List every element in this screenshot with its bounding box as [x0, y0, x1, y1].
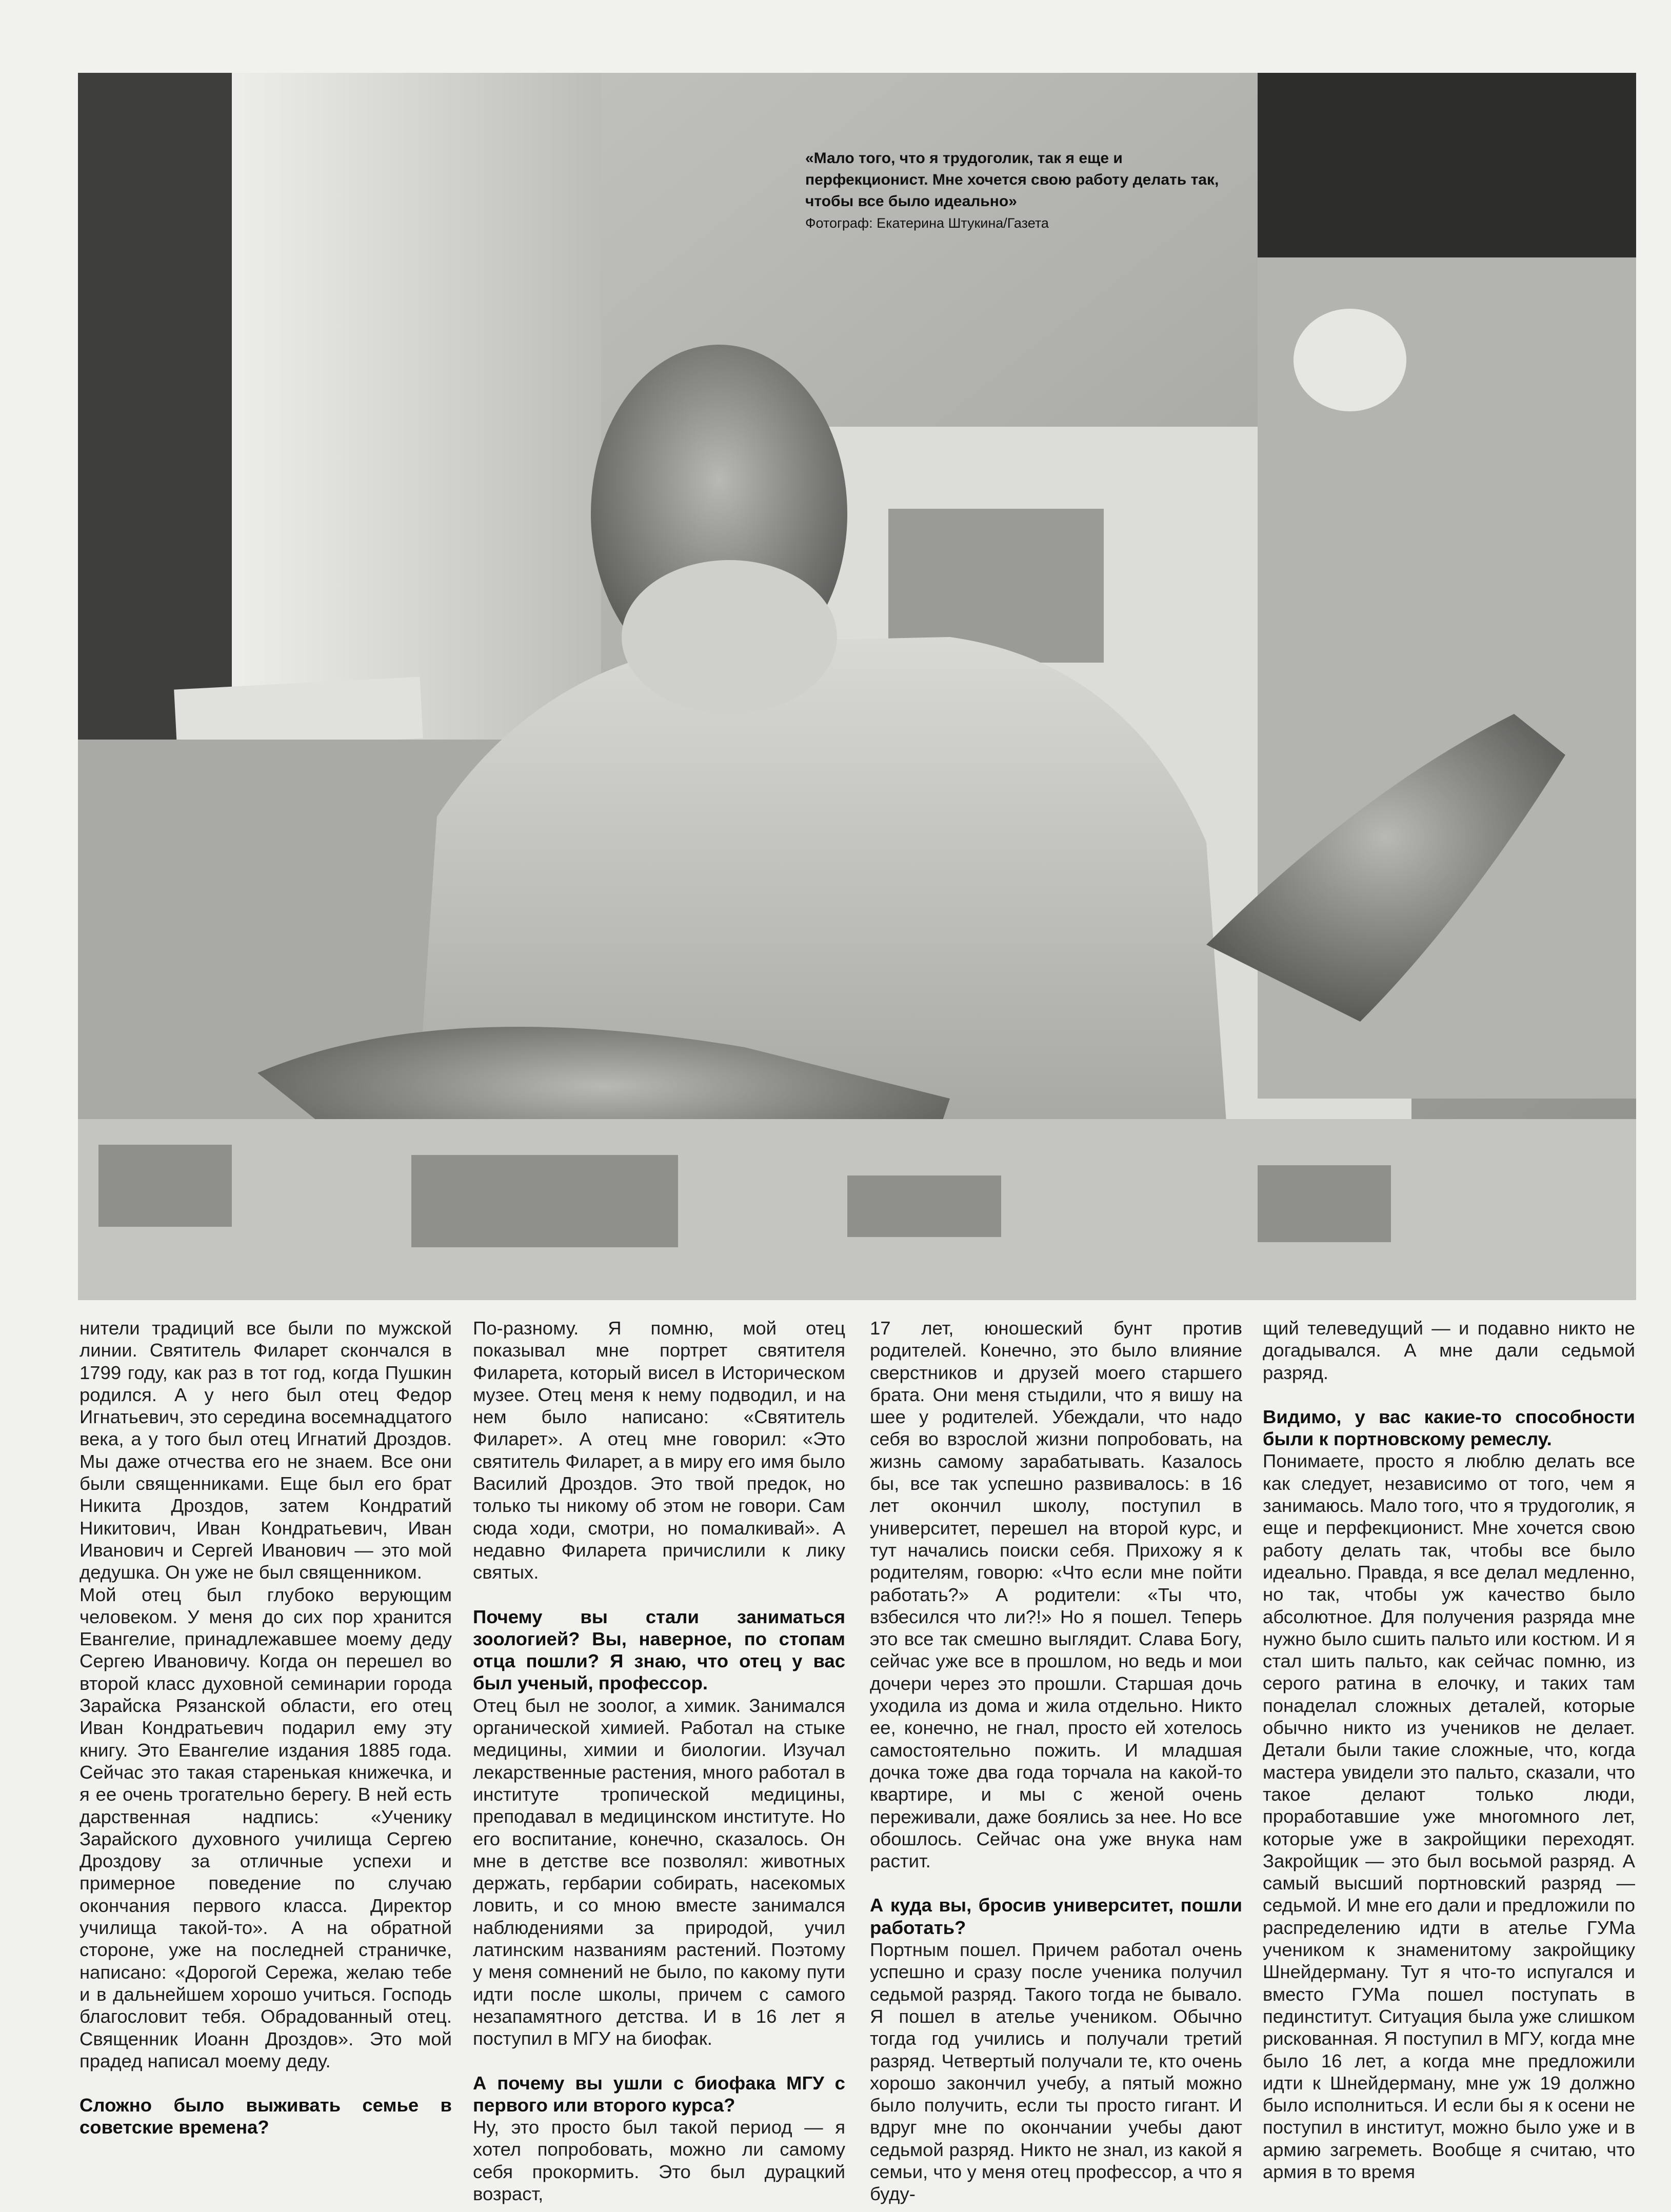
- interview-question: А куда вы, бросив университет, пошли работать?: [870, 1895, 1242, 1938]
- interview-question: Почему вы стали заниматься зоологией? Вы, наверное, по стопам отца пошли? Я знаю, что отец у вас был ученый, профессор.: [473, 1606, 845, 1694]
- article-paragraph: Ну, это просто был такой период — я хотел попробовать, можно ли самому себя прокормить. Это был дурацкий возраст,: [473, 2117, 845, 2204]
- article-paragraph: 17 лет, юношеский бунт против родителей. Конечно, это было влияние сверстников и друзей моего старшего брата. Они меня стыдили, что я вишу на шее у родителей. Убеждали, что надо себя во взрослой жизни попробовать, на жизнь самому зарабатывать. Казалось бы, все так успешно развивалось: в 16 лет окончил школу, поступил в университет, перешел на второй курс, и тут начались поиски себя. Прихожу я к родителям, говорю: «Что если мне пойти работать?» А родители: «Ты что, взбесился что ли?!» Но я пошел. Теперь это все так смешно выглядит. Слава Богу, сейчас уже все в прошлом, но ведь и мои дочери через это прошли. Старшая дочь уходила из дома и жила отдельно. Никто ее, конечно, не гнал, просто ей хотелось самостоятельно пожить. И младшая дочка тоже два года торчала на какой-то квартире, и мы с женой очень переживали, даже боялись за нее. Но все обошлось. Сейчас она уже внука нам растит.: [870, 1318, 1242, 1872]
- article-paragraph: щий телеведущий — и подавно никто не догадывался. А мне дали седьмой разряд.: [1263, 1318, 1635, 1383]
- interview-question: Сложно было выживать семье в советские времена?: [79, 2095, 452, 2138]
- interview-question: Видимо, у вас какие-то способности были к портновскому ремеслу.: [1263, 1406, 1635, 1450]
- article-paragraph: По-разному. Я помню, мой отец показывал мне портрет святителя Филарета, который висел в Историческом музее. Отец меня к нему подводил, и на нем было написано: «Святитель Филарет». А отец мне говорил: «Это святитель Филарет, а в миру его имя было Василий Дроздов. Это твой предок, но только ты никому об этом не говори. Сам сюда ходи, смотри, но помалкивай». А недавно Филарета причислили к лику святых.: [473, 1318, 845, 1583]
- article-paragraph: Понимаете, просто я люблю делать все как следует, независимо от того, чем я занимаюсь. Мало того, что я трудоголик, я еще и перфекционист. Мне хочется свою работу делать так, чтобы все было идеально. Правда, я все делал медленно, но так, чтобы уж качество было абсолютное. Для получения разряда мне нужно было сшить пальто или костюм. И я стал шить пальто, как сейчас помню, из серого ратина в елочку, и таких там понаделал сложных деталей, которые обычно никто из учеников не делает. Детали были такие сложные, что, когда мастера увидели это пальто, сказали, что такое делают только люди, проработавшие уже многомного лет, которые уже в закройщики переходят. Закройщик — это был восьмой разряд. А самый высший портновский разряд — седьмой. И мне его дали и предложили по распределению идти в ателье ГУМа учеником к знаменитому закройщику Шнейдерману. Тут я что-то испугался и вместо ГУМа пошел поступать в пединститут. Ситуация была уже слишком рискованная. Я поступил в МГУ, когда мне было 16 лет, а когда мне предложили идти к Шнейдерману, мне уж 19 должно было исполниться. И если бы я к осени не поступил в институт, можно было уже и в армию загреметь. Вообще я считаю, что армия в то время: [1263, 1450, 1635, 2182]
- article-column-2: [473, 1317, 845, 2204]
- article-column-4: [1263, 1317, 1635, 2204]
- article-column-1: [79, 1317, 452, 2204]
- article-column-3: [870, 1317, 1242, 2204]
- article-paragraph: Портным пошел. Причем работал очень успешно и сразу после ученика получил седьмой разряд. Такого тогда не бывало. Я пошел в ателье учеником. Обычно тогда год учились и получали третий разряд. Четвертый получали те, кто очень хорошо закончил учебу, а пятый можно было получить, если ты просто гигант. И вдруг мне по окончании учебы дают седьмой разряд. Никто не знал, из какой я семьи, что у меня отец профессор, а что я буду-: [870, 1939, 1242, 2204]
- article-paragraph: нители традиций все были по мужской линии. Святитель Филарет скончался в 1799 году, как раз в тот год, когда Пушкин родился. А у него был отец Федор Игнатьевич, это середина восемнадцатого века, а у того был отец Игнатий Дроздов. Мы даже отчества его не знаем. Все они были священниками. Еще был его брат Никита Дроздов, затем Кондратий Никитович, Иван Кондратьевич, Иван Иванович и Сергей Иванович — это мой дедушка. Он уже не был священником.: [79, 1318, 452, 1583]
- interview-question: А почему вы ушли с биофака МГУ с первого или второго курса?: [473, 2072, 845, 2116]
- photo-credit: Фотограф: Екатерина Штукина/Газета: [805, 215, 1049, 231]
- photo-illustration: [78, 73, 1636, 1300]
- article-paragraph: Мой отец был глубоко верующим человеком. У меня до сих пор хранится Евангелие, принадлежавшее моему деду Сергею Ивановичу. Когда он перешел во второй класс духовной семинарии города Зарайска Рязанской области, его отец Иван Кондратьевич подарил ему эту книгу. Это Евангелие издания 1885 года. Сейчас это такая старенькая книжечка, и я ее очень трогательно берегу. В ней есть дарственная надпись: «Ученику Зарайского духовного училища Сергею Дроздову за отличные успехи и примерное поведение по случаю окончания первого класса. Директор училища такой-то». А на обратной стороне, уже на последней страничке, написано: «Дорогой Сережа, желаю тебе и в дальнейшем хорошо учиться. Господь благословит тебя. Обрадованный отец. Священник Иоанн Дроздов». Это мой прадед написал моему деду.: [79, 1584, 452, 2071]
- kitchen-portrait-photo: [78, 73, 1636, 1300]
- photo-caption-quote: «Мало того, что я трудоголик, так я еще и перфекционист. Мне хочется свою работу делать так, чтобы все было идеально»: [805, 150, 1219, 210]
- article-paragraph: Отец был не зоолог, а химик. Занимался органической химией. Работал на стыке медицины, химии и биологии. Изучал лекарственные растения, много работал в институте тропической медицины, преподавал в медицинском институте. Но его воспитание, конечно, сказалось. Он мне в детстве все позволял: животных держать, гербарии собирать, насекомых ловить, и со мною вместе занимался наблюдениями за природой, учил латинским названиям растений. Поэтому у меня сомнений не было, по какому пути идти после школы, причем с самого незапамятного детства. И в 16 лет я поступил в МГУ на биофак.: [473, 1695, 845, 2049]
- photo-caption: [805, 148, 1226, 234]
